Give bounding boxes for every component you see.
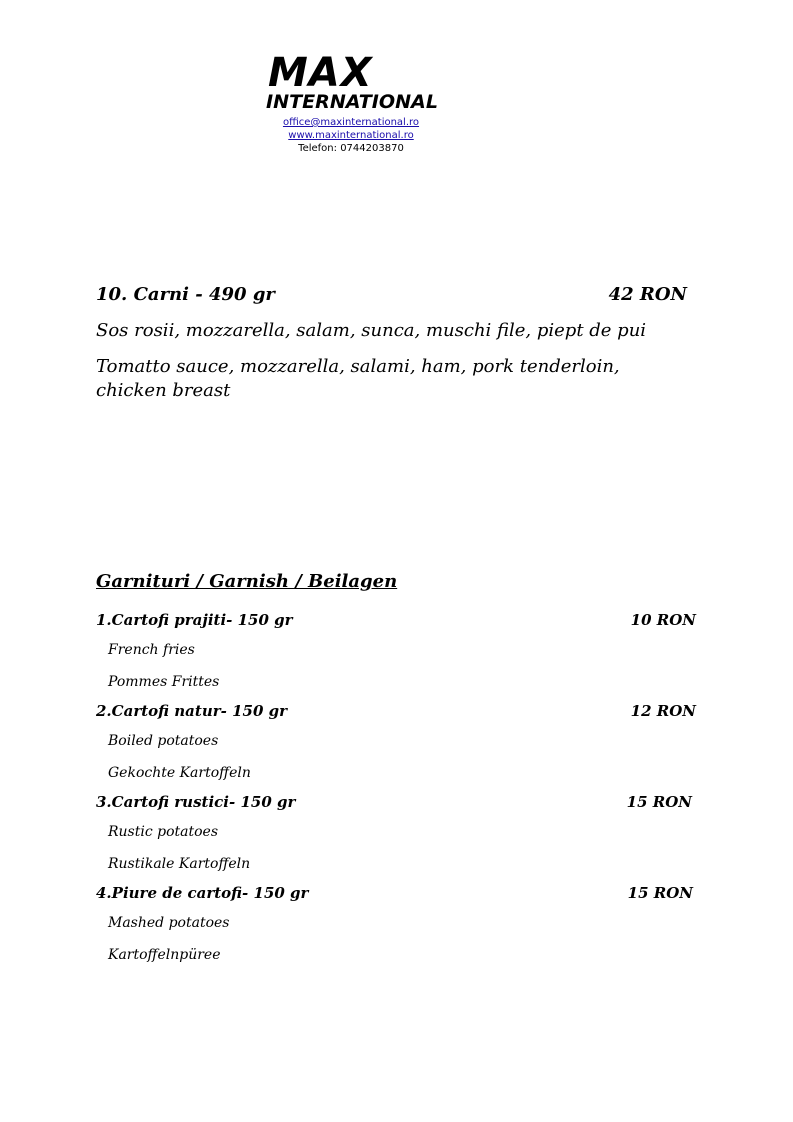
email-link[interactable]: office@maxinternational.ro [282,117,420,128]
max-international-logo [266,50,441,114]
menu-item-title: 10. Carni - 490 gr [96,284,275,305]
logo-international-text: INTERNATIONAL [266,91,438,113]
garnish-section-title: Garnituri / Garnish / Beilagen [96,571,398,592]
menu-item-description-ro: Sos rosii, mozzarella, salam, sunca, muschi file, piept de pui [96,320,647,341]
garnish-item-price: 15 RON [627,884,693,902]
garnish-item [96,880,706,971]
garnish-item-english: French fries [108,642,195,658]
garnish-item-english: Boiled potatoes [108,733,219,749]
menu-item-price: 42 RON [608,284,687,305]
garnish-item [96,789,706,880]
garnish-item-row [96,880,706,906]
garnish-item-name: 3.Cartofi rustici- 150 gr [96,793,296,811]
contact-block [266,116,436,155]
letterhead [266,50,441,154]
website-link[interactable]: www.maxinternational.ro [288,130,414,141]
garnish-item-german: Gekochte Kartoffeln [108,765,251,781]
garnish-item-price: 10 RON [630,611,696,629]
garnish-item-row [96,607,706,633]
menu-item-title-row [96,283,687,307]
garnish-item-name: 2.Cartofi natur- 150 gr [96,702,288,720]
garnish-list [96,607,706,971]
garnish-item-name: 4.Piure de cartofi- 150 gr [96,884,309,902]
menu-item-carni [96,283,696,403]
garnish-item-german: Rustikale Kartoffeln [108,856,251,872]
garnish-item-price: 12 RON [630,702,696,720]
garnish-item-price: 15 RON [626,793,692,811]
garnish-item-english: Mashed potatoes [108,915,230,931]
garnish-item-row [96,698,706,724]
phone-number: Telefon: 0744203870 [298,143,404,154]
garnish-item-name: 1.Cartofi prajiti- 150 gr [96,611,293,629]
logo-max-text: MAX [268,50,373,96]
garnish-item-row [96,789,706,815]
garnish-item-german: Kartoffelnpüree [108,947,221,963]
menu-item-description-en: Tomatto sauce, mozzarella, salami, ham, pork tenderloin, chicken breast [96,356,620,401]
garnish-item-german: Pommes Frittes [108,674,220,690]
garnish-item [96,698,706,789]
garnish-item-english: Rustic potatoes [108,824,219,840]
garnish-item [96,607,706,698]
